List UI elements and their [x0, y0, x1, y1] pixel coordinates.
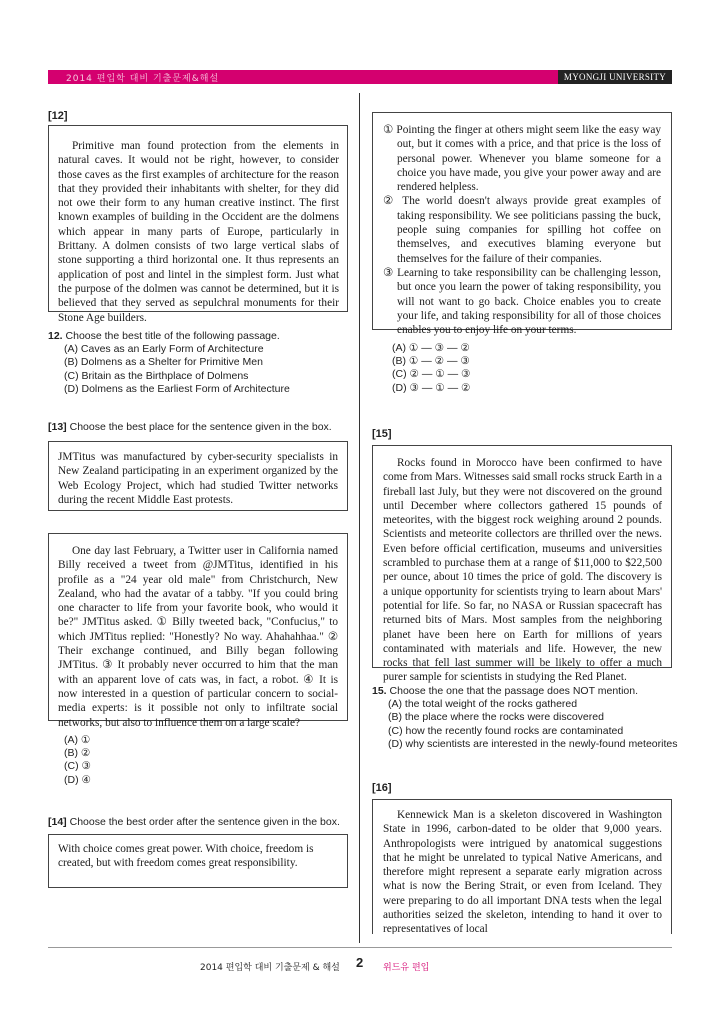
header-bar [48, 70, 672, 84]
page-number: 2 [356, 955, 364, 970]
footer-title: 2014 편입학 대비 기출문제 & 해설 [200, 963, 340, 973]
q15-stem: Choose the one that the passage does NOT mention. [389, 685, 638, 697]
q14-options [376, 342, 576, 395]
footer-brand: 위드유 편입 [383, 963, 430, 973]
q14-clause-2: ② The world doesn't always provide great examples of taking responsibility. We see politicians passing the buck, people suing companies for spilling hot coffee on themselves, and executives blaming everyone but themselves for the failure of their companies. [383, 195, 661, 265]
q14-given-box [48, 834, 348, 888]
q16-passage: Kennewick Man is a skeleton discovered in Washington State in 1996, carbon-dated to be older that 9,000 years. Anthropologists were intrigued by anatomical suggestions that he might be unrelated to typical Native Americans, and therefore might represent a separate early migration across what is now the Bering Strait, or even from Iceland. They were preparing to do all important DNA tests when the legal authorities seized the skeleton, intending to hand it over to representatives of local [383, 809, 662, 934]
q15-option-b[interactable]: (B) the place where the rocks were discovered [388, 711, 604, 724]
q14-option-b[interactable]: (B) ① — ② — ③ [392, 355, 470, 368]
q13-given-sentence: JMTitus was manufactured by cyber-security specialists in New Zealand participating in an experiment organized by the Web Ecology Project, which had studied Twitter networks during the recent Middle East protests. [58, 451, 338, 506]
q12-passage-box [48, 125, 348, 324]
q15-label: [15] [372, 428, 392, 440]
q14-given-sentence: With choice comes great power. With choice, freedom is created, but with freedom comes great responsibility. [58, 843, 314, 870]
q15-option-c[interactable]: (C) how the recently found rocks are contaminated [388, 724, 624, 737]
q13-option-d[interactable]: (D) ④ [64, 773, 91, 786]
q15-question [372, 685, 677, 751]
q13-options [48, 734, 248, 787]
q14-option-a[interactable]: (A) ① — ③ — ② [392, 342, 470, 354]
q13-heading [48, 421, 332, 433]
q14-clause-1: ① Pointing the finger at others might seem like the easy way out, but it comes with a price, and that price is the loss of personal power. Whenever you blame someone for a choice you have made, you give your power away and are rendered helpless. [383, 124, 661, 194]
q12-option-b[interactable]: (B) Dolmens as a Shelter for Primitive Men [64, 356, 263, 369]
q13-option-c[interactable]: (C) ③ [64, 760, 91, 773]
q14-instruction: Choose the best order after the sentence given in the box. [69, 816, 340, 828]
q15-passage-box [372, 445, 672, 684]
q12-number: 12. [48, 330, 63, 342]
q13-label: [13] [48, 421, 67, 433]
q14-label: [14] [48, 816, 67, 828]
q12-passage: Primitive man found protection from the elements in natural caves. It would not be right, however, to consider those caves as the first examples of architecture for the reason that they provided their inhabitants with shelter, for they did not owe their form to any human creative instinct. The first known examples of building in the Occident are the dolmens which appear in many parts of Europe, particularly in Brittany. A dolmen consists of two large vertical slabs of stone supporting a third horizontal one. It thus represents an application of post and lintel in the simplest form. Just what the purpose of the dolmen was cannot be determined, but it is believed that they served as sepulchral monuments for their Stone Age builders. [58, 140, 339, 324]
q13-passage-box [48, 533, 348, 729]
footer-rule [48, 947, 672, 948]
university-badge: MYONGJI UNIVERSITY [558, 70, 672, 84]
q13-option-b[interactable]: (B) ② [64, 747, 91, 760]
q15-passage: Rocks found in Morocco have been confirmed to have come from Mars. Witnesses said small rocks struck Earth in a fireball last July, but they were not discovered on the ground until December where collectors gathered 15 pounds of meteorites, with the biggest rock weighing around 2 pounds. Scientists and meteorite collectors are thrilled over the news. Even before official certification, museums and universities scrambled to purchase them at a range of $11,000 to $22,500 per ounce, about 10 times the price of gold. The discovery is a unique opportunity for scientists trying to learn about Mars' potential for life. So far, no NASA or Russian spacecraft has returned bits of Mars. Most samples from the neighboring planet have been here on Earth for millions of years contaminated with materials and life. However, the new rocks that fell last summer will be likely to offer a much purer sample for scientists in studying the Red Planet. [383, 457, 662, 684]
q12-label: [12] [48, 110, 68, 122]
q14-heading [48, 816, 340, 828]
header-title: 2014 편입학 대비 기출문제&해설 [66, 74, 220, 84]
q13-passage: One day last February, a Twitter user in California named Billy received a tweet from @JMTitus, identified in his profile as a "24 year old male" from Christchurch, New Zealand, who had the avatar of a tabby. "If you could bring one character to life from your favorite book, who would it be?" JMTitus asked. ① Billy tweeted back, "Confucius," to which JMTitus replied: "Honestly? No way. Ahahahhaa." ② Their exchange continued, and Billy began following JMTitus. ③ It probably never occurred to him that the man with an apparent love of cats was, in fact, a robot. ④ It is now interested in a question of particular concern to social-media experts: is it possible not only to infiltrate social networks, but also to influence them on a large scale? [58, 545, 338, 729]
q12-question [48, 330, 353, 396]
q12-option-c[interactable]: (C) Britain as the Birthplace of Dolmens [64, 369, 249, 382]
q15-number: 15. [372, 685, 387, 697]
q16-passage-box [372, 799, 672, 934]
q16-label: [16] [372, 782, 392, 794]
q14-option-d[interactable]: (D) ③ — ① — ② [392, 381, 471, 394]
q13-given-box [48, 441, 348, 511]
q12-option-a[interactable]: (A) Caves as an Early Form of Architecture [64, 343, 264, 356]
column-divider [359, 93, 360, 943]
q13-option-a[interactable]: (A) ① [64, 734, 91, 746]
q14-option-c[interactable]: (C) ② — ① — ③ [392, 368, 471, 381]
q14-clause-3: ③ Learning to take responsibility can be challenging lesson, but once you learn the power of taking responsibility, you will not want to go back. Choice enables you to create your life, and taking responsibility for all of those choices enables you to enjoy life on your terms. [383, 266, 661, 337]
q12-option-d[interactable]: (D) Dolmens as the Earliest Form of Architecture [64, 382, 290, 395]
q14-clauses-box [372, 112, 672, 337]
q15-option-a[interactable]: (A) the total weight of the rocks gathered [388, 698, 578, 711]
q15-option-d[interactable]: (D) why scientists are interested in the newly-found meteorites [388, 737, 678, 750]
q12-stem: Choose the best title of the following passage. [65, 330, 280, 342]
q13-instruction: Choose the best place for the sentence given in the box. [69, 421, 332, 433]
